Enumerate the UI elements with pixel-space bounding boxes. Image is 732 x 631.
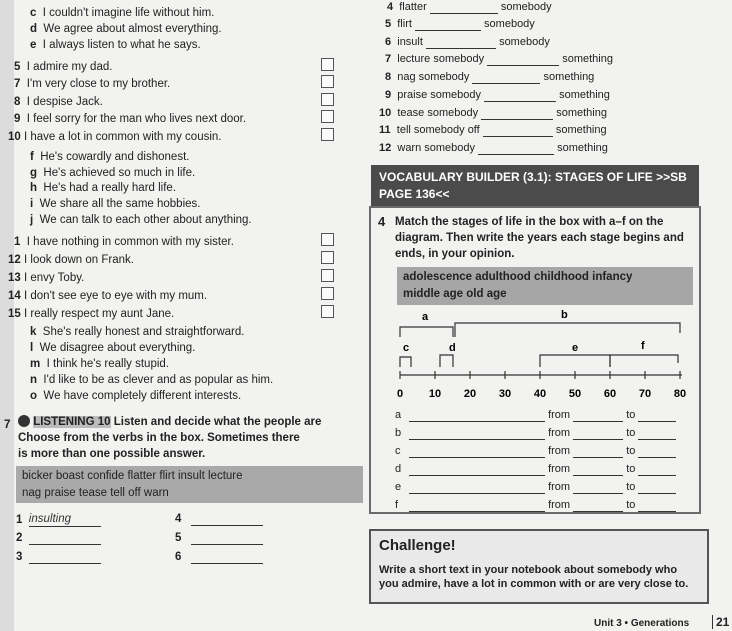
answer-box[interactable] xyxy=(321,233,334,246)
verb-box-row2: nag praise tease tell off warn xyxy=(22,487,169,499)
answer-field[interactable] xyxy=(191,532,263,545)
stages-box xyxy=(397,267,693,305)
stage-answer-row xyxy=(395,498,676,512)
from-field[interactable] xyxy=(573,501,623,512)
answer-field[interactable] xyxy=(191,513,263,526)
stage-field[interactable] xyxy=(409,465,545,476)
option-j: j We can talk to each other about anything. xyxy=(30,214,252,226)
timeline-tick-label: 80 xyxy=(673,388,687,400)
sentence-12: 12 I look down on Frank. xyxy=(8,254,134,266)
to-label: to xyxy=(626,463,636,475)
from-field[interactable] xyxy=(573,411,623,422)
to-field[interactable] xyxy=(638,501,676,512)
answer-box[interactable] xyxy=(321,287,334,300)
option-g: g He's achieved so much in life. xyxy=(30,167,196,179)
stages-row2: middle age old age xyxy=(403,288,507,300)
vocab-header-line1: VOCABULARY BUILDER (3.1): STAGES OF LIFE >>SB xyxy=(379,170,687,184)
answer-box[interactable] xyxy=(321,58,334,71)
exercise-line3: ends, in your opinion. xyxy=(395,248,515,260)
answer-line[interactable]: 5 xyxy=(175,531,263,545)
label-b: b xyxy=(561,309,568,321)
bracket-b xyxy=(455,323,680,337)
from-field[interactable] xyxy=(573,483,623,494)
answer-field[interactable] xyxy=(191,551,263,564)
stage-field[interactable] xyxy=(409,411,545,422)
timeline-tick-label: 10 xyxy=(428,388,442,400)
exercise-number: 7 xyxy=(4,419,11,431)
from-field[interactable] xyxy=(573,429,623,440)
to-label: to xyxy=(626,427,636,439)
verb-item-8: 8 nag somebody something xyxy=(385,71,595,83)
option-o: o We have completely different interests. xyxy=(30,390,242,402)
stage-field[interactable] xyxy=(409,429,545,440)
answer-field[interactable] xyxy=(29,532,101,545)
sentence-7: 7 I'm very close to my brother. xyxy=(14,78,171,90)
answer-box[interactable] xyxy=(321,305,334,318)
answer-line[interactable]: 1 insulting xyxy=(16,512,101,527)
option-d: d We agree about almost everything. xyxy=(30,23,222,35)
vocab-header-line2: PAGE 136<< xyxy=(379,187,450,201)
sentence-13: 13 I envy Toby. xyxy=(8,272,85,284)
from-label: from xyxy=(548,463,571,475)
from-label: from xyxy=(548,409,571,421)
to-label: to xyxy=(626,499,636,511)
row-letter: e xyxy=(395,481,402,493)
sentence-14: 14 I don't see eye to eye with my mum. xyxy=(8,290,208,302)
to-field[interactable] xyxy=(638,429,676,440)
option-f: f He's cowardly and dishonest. xyxy=(30,151,190,163)
stage-answer-row xyxy=(395,444,676,458)
label-f: f xyxy=(641,340,645,352)
timeline-tick-label: 70 xyxy=(638,388,652,400)
verb-item-11: 11 tell somebody off something xyxy=(379,124,607,136)
timeline-tick-label: 0 xyxy=(396,388,404,400)
from-label: from xyxy=(548,499,571,511)
label-a: a xyxy=(422,311,429,323)
sentence-9: 9 I feel sorry for the man who lives next door. xyxy=(14,113,247,125)
bracket-c xyxy=(400,357,411,367)
answer-box[interactable] xyxy=(321,93,334,106)
to-field[interactable] xyxy=(638,411,676,422)
label-c: c xyxy=(403,342,410,354)
stage-answer-row xyxy=(395,408,676,422)
stages-row1: adolescence adulthood childhood infancy xyxy=(403,271,633,283)
stage-field[interactable] xyxy=(409,483,545,494)
challenge-text: Write a short text in your notebook about somebody who you admire, have a lot in common with or are very close to. xyxy=(379,564,689,590)
from-field[interactable] xyxy=(573,447,623,458)
row-letter: d xyxy=(395,463,402,475)
exercise-number: 4 xyxy=(378,214,386,229)
answer-box[interactable] xyxy=(321,75,334,88)
row-letter: c xyxy=(395,445,401,457)
sentence-15: 15 I really respect my aunt Jane. xyxy=(8,308,175,320)
answer-box[interactable] xyxy=(321,128,334,141)
verb-item-9: 9 praise somebody something xyxy=(385,89,610,101)
to-field[interactable] xyxy=(638,447,676,458)
answer-box[interactable] xyxy=(321,110,334,123)
stage-field[interactable] xyxy=(409,447,545,458)
timeline-tick-label: 30 xyxy=(498,388,512,400)
bracket-f xyxy=(610,355,678,367)
bracket-e xyxy=(540,355,610,367)
to-label: to xyxy=(626,445,636,457)
verb-item-5: 5 flirt somebody xyxy=(385,18,535,30)
headphones-icon xyxy=(18,415,30,427)
label-d: d xyxy=(449,342,456,354)
row-letter: b xyxy=(395,427,402,439)
option-e: e I always listen to what he says. xyxy=(30,39,201,51)
verb-item-10: 10 tease somebody something xyxy=(379,107,607,119)
challenge-title: Challenge! xyxy=(379,537,456,554)
sentence-11: 1 I have nothing in common with my sister. xyxy=(14,236,234,248)
answer-field[interactable] xyxy=(29,551,101,564)
challenge-box xyxy=(369,529,709,604)
verb-box xyxy=(16,466,363,503)
listening-line2: Choose from the verbs in the box. Sometimes there xyxy=(18,432,300,444)
answer-field[interactable]: insulting xyxy=(29,512,101,527)
listening-line3: is more than one possible answer. xyxy=(18,448,206,460)
option-k: k She's really honest and straightforward. xyxy=(30,326,245,338)
sentence-8: 8 I despise Jack. xyxy=(14,96,103,108)
timeline-tick-label: 40 xyxy=(533,388,547,400)
vocab-builder-header xyxy=(371,165,699,206)
option-i: i We share all the same hobbies. xyxy=(30,198,201,210)
exercise-line1: Match the stages of life in the box with a–f on the xyxy=(395,216,664,228)
answer-line[interactable]: 6 xyxy=(175,550,263,564)
option-n: n I'd like to be as clever and as popular as him. xyxy=(30,374,274,386)
option-l: l We disagree about everything. xyxy=(30,342,196,354)
verb-item-4: 4 flatter somebody xyxy=(387,1,552,13)
to-field[interactable] xyxy=(638,483,676,494)
timeline-tick-label: 50 xyxy=(568,388,582,400)
answer-line[interactable]: 2 xyxy=(16,531,101,545)
sentence-10: 10 I have a lot in common with my cousin. xyxy=(8,131,222,143)
stage-answer-row xyxy=(395,480,676,494)
page-number: 21 xyxy=(712,615,729,629)
answer-line[interactable]: 3 xyxy=(16,550,101,564)
timeline-tick-label: 60 xyxy=(603,388,617,400)
page-footer: Unit 3 • Generations xyxy=(594,618,690,629)
label-e: e xyxy=(572,342,579,354)
from-label: from xyxy=(548,427,571,439)
row-letter: f xyxy=(395,499,399,511)
to-field[interactable] xyxy=(638,465,676,476)
timeline-tick-label: 20 xyxy=(463,388,477,400)
exercise-line2: diagram. Then write the years each stage begins and xyxy=(395,232,684,244)
row-letter: a xyxy=(395,409,402,421)
verb-item-6: 6 insult somebody xyxy=(385,36,550,48)
verb-box-row1: bicker boast confide flatter flirt insult lecture xyxy=(22,470,243,482)
answer-box[interactable] xyxy=(321,251,334,264)
option-c: c I couldn't imagine life without him. xyxy=(30,7,215,19)
to-label: to xyxy=(626,409,636,421)
sentence-5: 5 I admire my dad. xyxy=(14,61,113,73)
verb-item-7: 7 lecture somebody something xyxy=(385,53,613,65)
verb-item-12: 12 warn somebody something xyxy=(379,142,608,154)
stage-field[interactable] xyxy=(409,501,545,512)
to-label: to xyxy=(626,481,636,493)
from-label: from xyxy=(548,445,571,457)
stage-answer-row xyxy=(395,426,676,440)
from-label: from xyxy=(548,481,571,493)
bracket-d xyxy=(440,355,453,367)
bracket-a xyxy=(400,327,453,337)
from-field[interactable] xyxy=(573,465,623,476)
option-h: h He's had a really hard life. xyxy=(30,182,177,194)
answer-box[interactable] xyxy=(321,269,334,282)
stages-timeline xyxy=(385,305,695,405)
listening-title: LISTENING 10 Listen and decide what the people are xyxy=(18,415,321,429)
answer-line[interactable]: 4 xyxy=(175,512,263,526)
option-m: m I think he's really stupid. xyxy=(30,358,169,370)
stage-answer-row xyxy=(395,462,676,476)
